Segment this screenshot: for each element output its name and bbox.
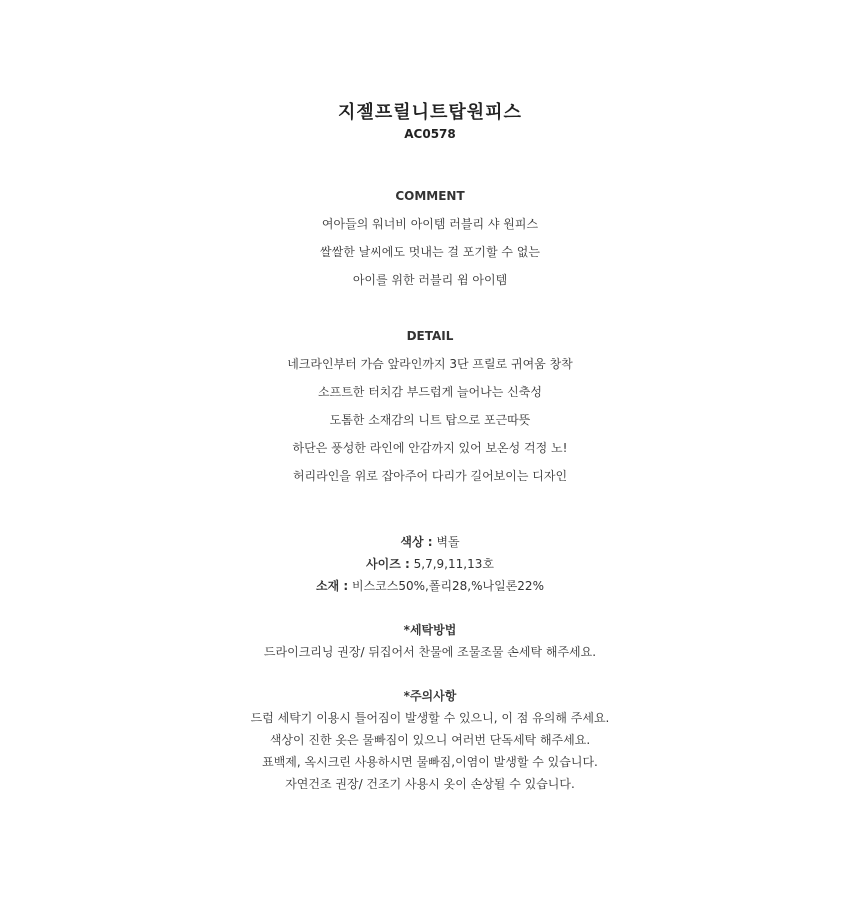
- comment-body: [0, 210, 860, 294]
- spec-size: [0, 553, 860, 575]
- spec-material-label: 소재 :: [316, 579, 349, 593]
- washing-text: 드라이크리닝 권장/ 뒤집어서 찬물에 조물조물 손세탁 해주세요.: [263, 645, 597, 659]
- spec-size-label: 사이즈 :: [366, 557, 410, 571]
- product-code: AC0578: [404, 127, 456, 141]
- product-title: 지젤프릴니트탑원피스: [338, 102, 522, 123]
- detail-body: [0, 350, 860, 490]
- spec-material-value: 비스코스50%,폴리28,%나일론22%: [352, 579, 544, 593]
- detail-line: 허리라인을 위로 잡아주어 다리가 길어보이는 디자인: [292, 469, 568, 483]
- spec-color-label: 색상 :: [400, 535, 433, 549]
- comment-line: 쌀쌀한 날씨에도 멋내는 걸 포기할 수 없는: [320, 245, 540, 259]
- spec-color: [0, 531, 860, 553]
- detail-line: 소프트한 터치감 부드럽게 늘어나는 신축성: [318, 385, 542, 399]
- washing-heading: *세탁방법: [403, 623, 457, 637]
- comment-line: 아이를 위한 러블리 윔 아이템: [352, 273, 508, 287]
- detail-line: 도톰한 소재감의 니트 탑으로 포근따뜻: [329, 413, 531, 427]
- caution-line: 색상이 진한 옷은 물빠짐이 있으니 여러번 단독세탁 해주세요.: [269, 733, 591, 747]
- spec-color-value: 벽돌: [436, 535, 460, 549]
- detail-heading: DETAIL: [406, 329, 454, 343]
- washing-section: [0, 619, 860, 663]
- comment-line: 여아들의 워너비 아이템 러블리 샤 원피스: [321, 217, 539, 231]
- spec-size-value: 5,7,9,11,13호: [413, 557, 494, 571]
- caution-section: [0, 685, 860, 795]
- caution-line: 표백제, 옥시크린 사용하시면 물빠짐,이염이 발생할 수 있습니다.: [262, 755, 598, 769]
- detail-line: 하단은 풍성한 라인에 안감까지 있어 보온성 걱정 노!: [292, 441, 568, 455]
- caution-line: 자연건조 권장/ 건조기 사용시 옷이 손상될 수 있습니다.: [285, 777, 575, 791]
- caution-line: 드럼 세탁기 이용시 틀어짐이 발생할 수 있으니, 이 점 유의해 주세요.: [250, 711, 610, 725]
- comment-heading: COMMENT: [395, 189, 465, 203]
- detail-line: 네크라인부터 가슴 앞라인까지 3단 프릴로 귀여움 창착: [287, 357, 573, 371]
- spec-list: [0, 531, 860, 597]
- caution-heading: *주의사항: [403, 689, 457, 703]
- spec-material: [0, 575, 860, 597]
